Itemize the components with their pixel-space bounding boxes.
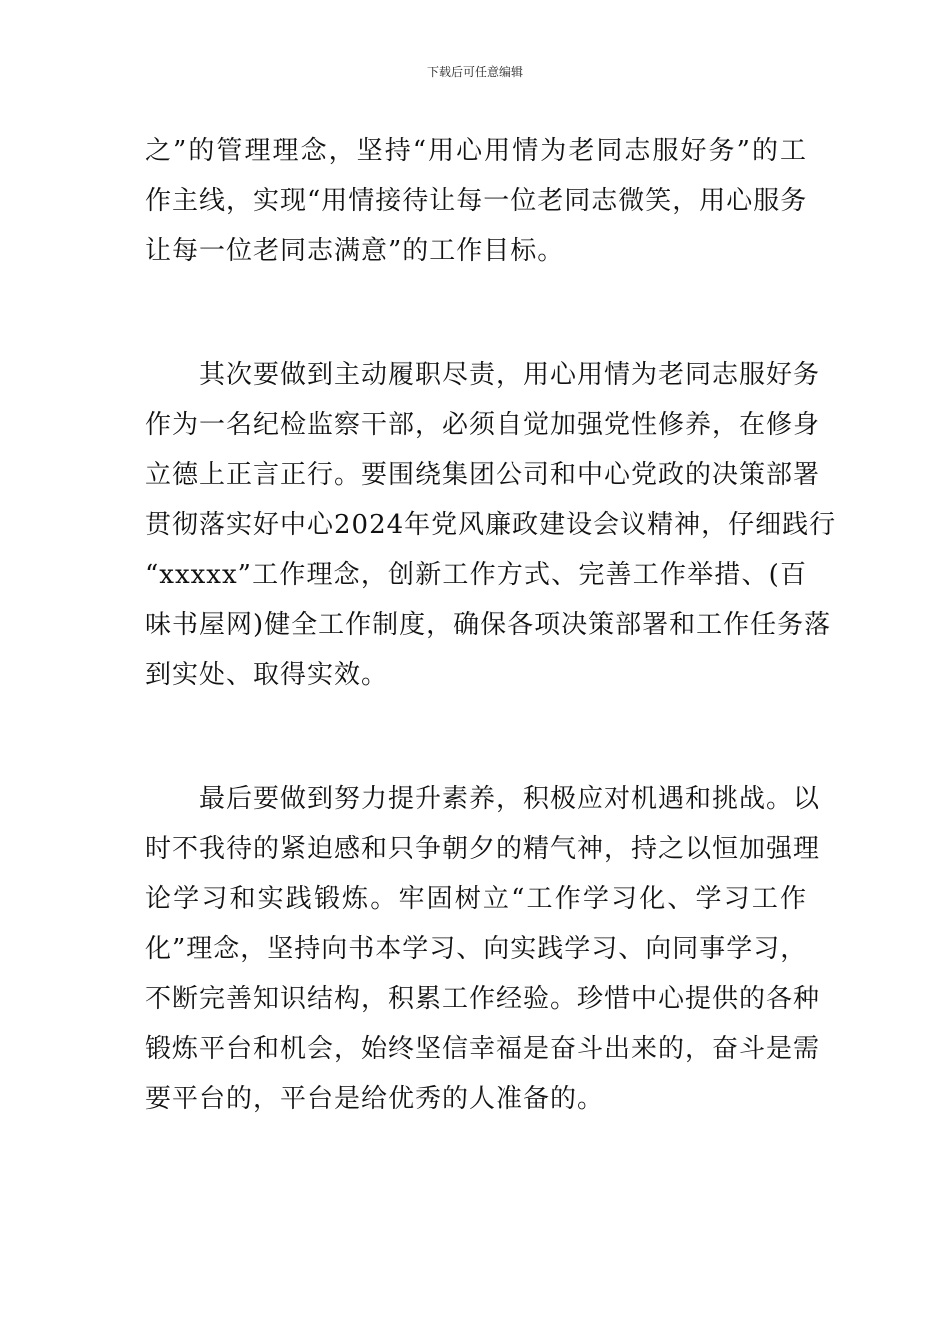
text-line: 立德上正言正行。要围绕集团公司和中心党政的决策部署 [145, 460, 821, 490]
paragraph-second [145, 350, 837, 700]
text-line: 作为一名纪检监察干部，必须自觉加强党性修养，在修身 [145, 410, 821, 440]
text-line: 其次要做到主动履职尽责，用心用情为老同志服好务 [199, 360, 821, 390]
text-line: 时不我待的紧迫感和只争朝夕的精气神，持之以恒加强理 [145, 834, 821, 864]
text-line: 味书屋网)健全工作制度，确保各项决策部署和工作任务落 [145, 610, 832, 640]
document-body [145, 126, 837, 1124]
text-line: 不断完善知识结构，积累工作经验。珍惜中心提供的各种 [145, 984, 821, 1014]
text-line: 论学习和实践锻炼。牢固树立“工作学习化、学习工作 [145, 884, 807, 914]
paragraph-third [145, 774, 821, 1124]
text-line: 贯彻落实好中心2024年党风廉政建设会议精神，仔细践行 [145, 510, 837, 540]
paragraph-gap [145, 276, 807, 350]
text-line: “xxxxx”工作理念，创新工作方式、完善工作举措、(百 [145, 560, 807, 590]
page-header: 下载后可任意编辑 [426, 65, 523, 79]
text-line: 到实处、取得实效。 [145, 660, 389, 690]
text-line: 让每一位老同志满意”的工作目标。 [145, 236, 565, 266]
text-line: 作主线，实现“用情接待让每一位老同志微笑，用心服务 [145, 186, 808, 216]
text-line: 最后要做到努力提升素养，积极应对机遇和挑战。以 [199, 784, 821, 814]
text-line: 锻炼平台和机会，始终坚信幸福是奋斗出来的，奋斗是需 [145, 1034, 821, 1064]
paragraph-continuation [145, 126, 807, 276]
text-line: 化”理念，坚持向书本学习、向实践学习、向同事学习， [145, 934, 808, 964]
text-line: 要平台的，平台是给优秀的人准备的。 [145, 1084, 605, 1114]
text-line: 之”的管理理念，坚持“用心用情为老同志服好务”的工 [145, 136, 807, 166]
paragraph-gap [145, 700, 807, 774]
